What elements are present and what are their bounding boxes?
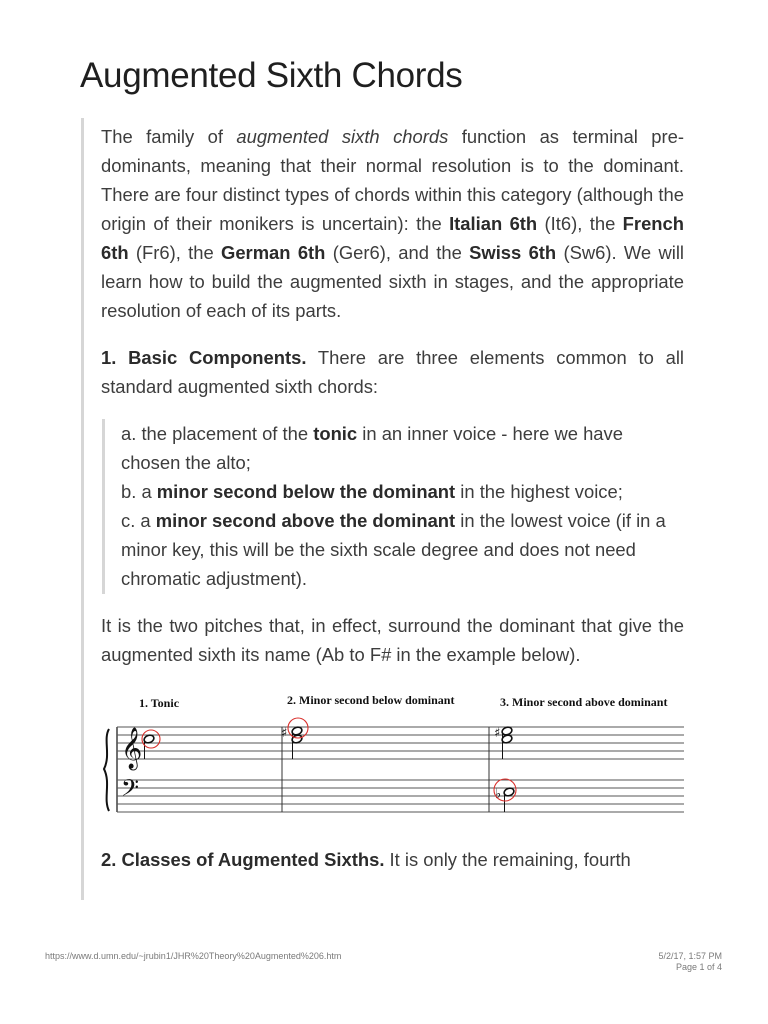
intro-term: augmented sixth chords [236,126,449,147]
footer-datetime: 5/2/17, 1:57 PM [658,951,722,961]
brace-icon [104,729,109,811]
element-text: c. a [121,510,156,531]
minor-second-above-chord [494,726,516,812]
blockquote-bar [81,118,84,900]
tonic-note [142,730,160,759]
intro-text: (Ger6), and the [325,242,470,263]
classes-paragraph [101,845,684,874]
minor-second-below-chord [281,718,308,759]
element-a [121,419,684,477]
intro-text: (Sw6). We will learn how to build the augmented sixth in stages, and the appropriate resolution of each of its parts. [101,242,684,321]
article-content [101,122,684,874]
french-6th-term: French 6th [101,213,684,263]
sharp-icon: ♯ [281,726,288,741]
grand-staff-figure [101,687,684,827]
element-text: a. the placement of the [121,423,314,444]
example-label-below: 2. Minor second below dominant [287,693,455,707]
element-text: in the highest voice; [455,481,623,502]
bass-staff [117,780,684,812]
section-text: It is only the remaining, fourth [384,849,631,870]
element-text: in an inner voice - here we have chosen the alto; [121,423,623,473]
bass-clef-icon: 𝄢 [121,774,140,807]
example-label-above: 3. Minor second above dominant [500,695,668,709]
element-b [121,477,684,506]
music-example [101,687,684,827]
element-c [121,506,684,593]
element-text: in the lowest voice (if in a minor key, this will be the sixth scale degree and does not need chromatic adjustment). [121,510,666,589]
section-text: There are three elements common to all standard augmented sixth chords: [101,347,684,397]
treble-staff [117,727,684,759]
intro-text: (Fr6), the [128,242,222,263]
basic-components-paragraph [101,343,684,401]
footer-meta [658,951,722,973]
element-bold: minor second below the dominant [156,481,456,502]
sharp-icon: ♯ [494,726,501,741]
flat-icon: ♭ [495,787,502,802]
footer-page-number: Page 1 of 4 [675,962,722,972]
example-label-tonic: 1. Tonic [139,696,180,710]
intro-text: function as terminal pre-dominants, meaning that their normal resolution is to the dominant. There are four distinct types of chords within this category (although the origin of their monikers is uncertain): the [101,126,684,234]
italian-6th-term: Italian 6th [449,213,538,234]
elements-blockquote [101,419,684,593]
element-bold: minor second above the dominant [155,510,456,531]
surround-paragraph: It is the two pitches that, in effect, surround the dominant that give the augmented sixth its name (Ab to F# in the example below). [101,615,684,665]
element-text: b. a [121,481,157,502]
page-title: Augmented Sixth Chords [80,56,463,95]
element-bold: tonic [313,423,358,444]
intro-paragraph [101,122,684,325]
german-6th-term: German 6th [221,242,326,263]
treble-clef-icon: 𝄞 [121,728,143,769]
footer-url: https://www.d.umn.edu/~jrubin1/JHR%20Theory%20Augmented%206.htm [45,951,342,961]
section-heading: 2. Classes of Augmented Sixths. [101,849,385,870]
swiss-6th-term: Swiss 6th [469,242,557,263]
section-heading: 1. Basic Components. [101,347,307,368]
intro-text: (It6), the [537,213,623,234]
intro-text: The family of [101,126,237,147]
